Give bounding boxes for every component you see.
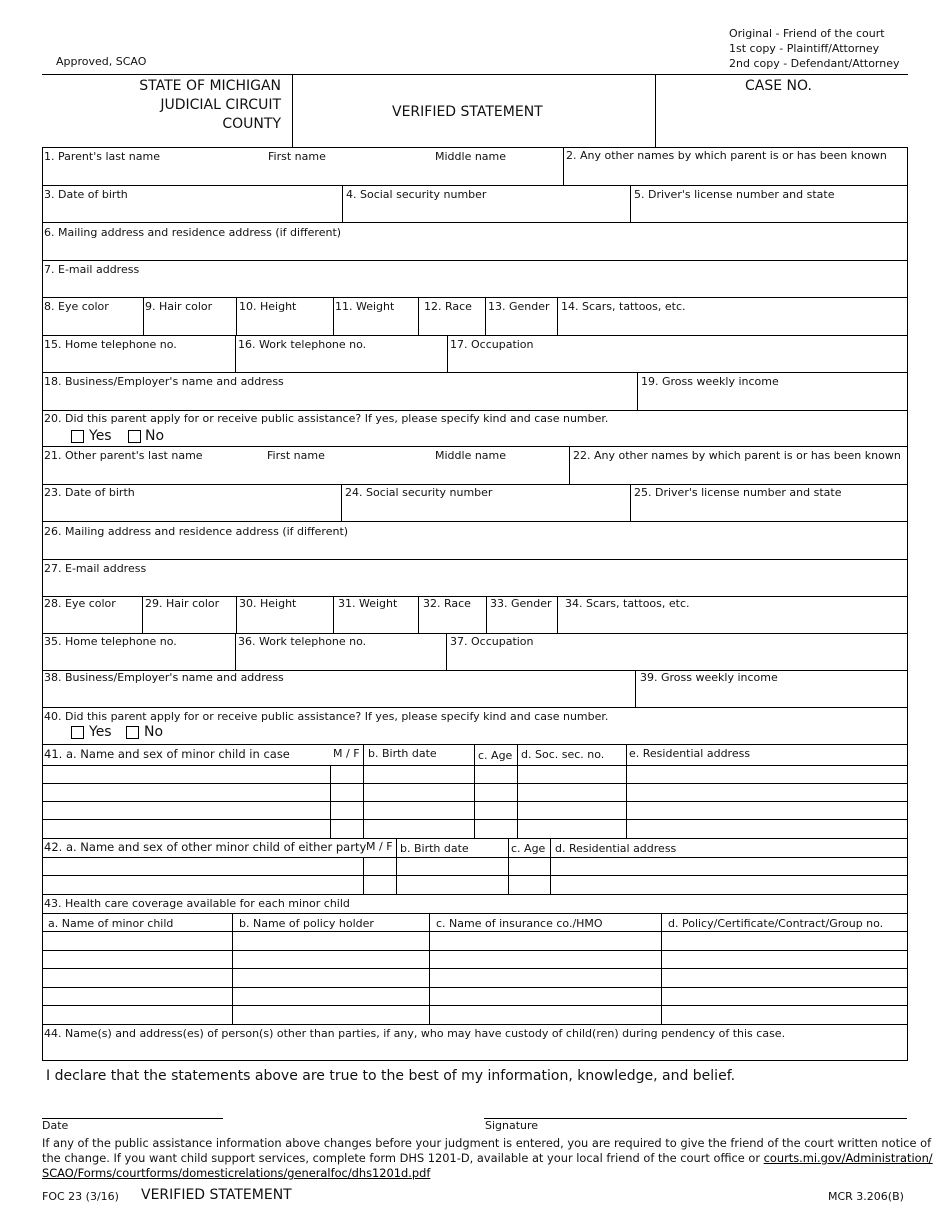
notice-line-2 [42,1150,933,1166]
date-line[interactable] [42,1118,223,1119]
declaration-text: I declare that the statements above are true to the best of my information, knowledge, and belief. [46,1068,736,1084]
field-24-ssn[interactable]: 24. Social security number [345,486,493,499]
field-29-hair-color[interactable]: 29. Hair color [145,597,220,610]
field-43-insurance-co: c. Name of insurance co./HMO [436,917,603,930]
field-41-ssn: d. Soc. sec. no. [521,748,605,761]
field-43-child-name: a. Name of minor child [48,917,174,930]
field-1-middle-name[interactable]: Middle name [435,150,507,163]
circuit-label: JUDICIAL CIRCUIT [160,97,281,113]
field-41-age: c. Age [478,749,513,762]
field-20-yes-checkbox[interactable] [71,430,84,443]
county-label: COUNTY [222,116,281,132]
field-43-health-coverage: 43. Health care coverage available for each minor child [44,897,350,910]
dhs-form-link-part-1[interactable]: courts.mi.gov/Administration/ [763,1151,933,1165]
field-6-address[interactable]: 6. Mailing address and residence address (if different) [44,226,342,239]
field-9-hair-color[interactable]: 9. Hair color [145,300,213,313]
field-21-first-name[interactable]: First name [267,449,325,462]
field-40-yes-label: Yes [89,724,112,740]
field-25-license[interactable]: 25. Driver's license number and state [634,486,842,499]
approved-label: Approved, SCAO [56,55,147,68]
field-38-employer[interactable]: 38. Business/Employer's name and address [44,671,284,684]
field-27-email[interactable]: 27. E-mail address [44,562,147,575]
copy-second: 2nd copy - Defendant/Attorney [729,57,900,70]
field-20-no-label: No [145,428,165,444]
date-label: Date [42,1119,69,1132]
field-35-home-phone[interactable]: 35. Home telephone no. [44,635,177,648]
field-40-no-checkbox[interactable] [126,726,139,739]
field-12-race[interactable]: 12. Race [424,300,472,313]
field-41-sex: M / F [333,747,360,760]
field-30-height[interactable]: 30. Height [239,597,297,610]
field-7-email[interactable]: 7. E-mail address [44,263,140,276]
field-13-gender[interactable]: 13. Gender [488,300,550,313]
field-42-child-name: 42. a. Name and sex of other minor child of either party [44,840,367,854]
field-40-public-assistance: 40. Did this parent apply for or receive public assistance? If yes, please specify kind and case number. [44,710,609,723]
field-3-dob[interactable]: 3. Date of birth [44,188,128,201]
field-41-residential-address: e. Residential address [629,747,751,760]
field-4-ssn[interactable]: 4. Social security number [346,188,487,201]
field-37-occupation[interactable]: 37. Occupation [450,635,534,648]
field-16-work-phone[interactable]: 16. Work telephone no. [238,338,367,351]
copy-first: 1st copy - Plaintiff/Attorney [729,42,880,55]
field-40-no-label: No [144,724,164,740]
field-40-yes-checkbox[interactable] [71,726,84,739]
field-20-no-checkbox[interactable] [128,430,141,443]
field-32-race[interactable]: 32. Race [423,597,471,610]
field-31-weight[interactable]: 31. Weight [338,597,398,610]
field-33-gender[interactable]: 33. Gender [490,597,552,610]
signature-label: Signature [485,1119,539,1132]
notice-line-2-text: the change. If you want child support services, complete form DHS 1201-D, available at your local friend of the court office or [42,1151,761,1165]
field-43-policy-no: d. Policy/Certificate/Contract/Group no. [668,917,884,930]
field-10-height[interactable]: 10. Height [239,300,297,313]
copy-original: Original - Friend of the court [729,27,885,40]
field-42-age: c. Age [511,842,546,855]
field-2-other-names[interactable]: 2. Any other names by which parent is or has been known [566,149,887,162]
field-20-public-assistance: 20. Did this parent apply for or receive public assistance? If yes, please specify kind and case number. [44,412,609,425]
field-23-dob[interactable]: 23. Date of birth [44,486,135,499]
form-number: FOC 23 (3/16) [42,1190,119,1203]
field-28-eye-color[interactable]: 28. Eye color [44,597,116,610]
field-21-middle-name[interactable]: Middle name [435,449,507,462]
field-20-yes-label: Yes [89,428,112,444]
field-11-weight[interactable]: 11. Weight [335,300,395,313]
field-42-residential-address: d. Residential address [555,842,677,855]
field-41-birth-date: b. Birth date [368,747,437,760]
field-17-occupation[interactable]: 17. Occupation [450,338,534,351]
field-19-income[interactable]: 19. Gross weekly income [641,375,779,388]
field-21-last-name[interactable]: 21. Other parent's last name [44,449,203,462]
state-label: STATE OF MICHIGAN [139,78,281,94]
field-5-license[interactable]: 5. Driver's license number and state [634,188,835,201]
field-42-birth-date: b. Birth date [400,842,469,855]
signature-line[interactable] [484,1118,907,1119]
notice-line-1: If any of the public assistance information above changes before your judgment is entered, you are required to give the friend of the court written notice of [42,1136,932,1150]
footer-title: VERIFIED STATEMENT [141,1187,292,1203]
field-26-address[interactable]: 26. Mailing address and residence address (if different) [44,525,349,538]
field-42-sex: M / F [366,840,393,853]
field-41-child-name: 41. a. Name and sex of minor child in case [44,747,290,761]
field-8-eye-color[interactable]: 8. Eye color [44,300,109,313]
field-34-scars[interactable]: 34. Scars, tattoos, etc. [565,597,690,610]
field-43-policy-holder: b. Name of policy holder [239,917,374,930]
field-39-income[interactable]: 39. Gross weekly income [640,671,778,684]
dhs-form-link-part-2[interactable]: SCAO/Forms/courtforms/domesticrelations/generalfoc/dhs1201d.pdf [42,1166,431,1180]
field-1-first-name[interactable]: First name [268,150,326,163]
field-15-home-phone[interactable]: 15. Home telephone no. [44,338,177,351]
field-44-custody[interactable]: 44. Name(s) and address(es) of person(s) other than parties, if any, who may have custody of child(ren) during pendency of this case. [44,1027,786,1040]
field-36-work-phone[interactable]: 36. Work telephone no. [238,635,367,648]
page-title: VERIFIED STATEMENT [392,104,543,120]
field-18-employer[interactable]: 18. Business/Employer's name and address [44,375,284,388]
court-rule: MCR 3.206(B) [828,1190,904,1203]
case-no-label: CASE NO. [745,78,812,94]
field-14-scars[interactable]: 14. Scars, tattoos, etc. [561,300,686,313]
field-1-last-name[interactable]: 1. Parent's last name [44,150,160,163]
field-22-other-names[interactable]: 22. Any other names by which parent is or has been known [573,449,901,462]
